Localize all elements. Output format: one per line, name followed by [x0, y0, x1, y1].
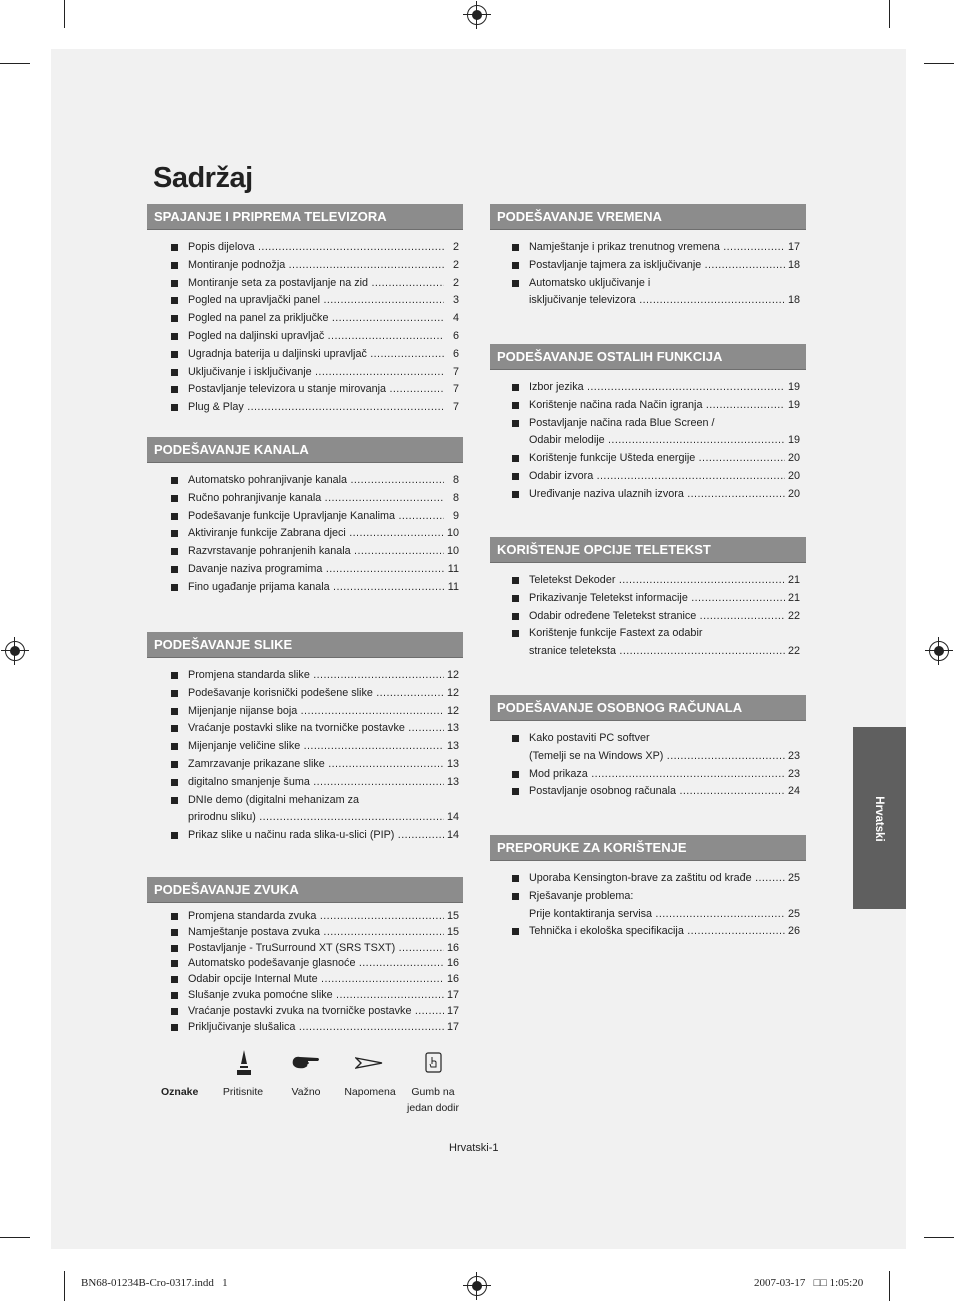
toc-item-page: 7 [452, 365, 459, 378]
registration-mark-icon [467, 5, 487, 25]
toc-item-page: 13 [446, 775, 459, 788]
toc-item-text: Mod prikaza ..... [529, 766, 785, 784]
toc-item [147, 525, 463, 543]
toc-item [490, 625, 806, 643]
toc-item [147, 257, 463, 275]
toc-item-text: Mijenjanje veličine slike ..... [188, 738, 444, 756]
toc-item-page: 12 [446, 669, 459, 681]
crop-mark [889, 1271, 890, 1301]
toc-item-page: 2 [452, 258, 459, 271]
toc-item-text: Aktiviranje funkcije Zabrana djeci ..... [188, 525, 444, 543]
registration-mark-icon [467, 1276, 487, 1296]
note-arrow-icon [355, 1057, 383, 1069]
bullet-square-icon [171, 929, 178, 936]
toc-section [147, 877, 463, 1035]
toc-item [490, 432, 806, 450]
toc-item [147, 328, 463, 346]
bullet-square-icon [171, 566, 178, 573]
toc-section [490, 695, 806, 801]
toc-item-page: 14 [446, 811, 459, 824]
bullet-square-icon [171, 584, 178, 591]
toc-item [147, 972, 463, 988]
toc-item [147, 381, 463, 399]
bullet-square-icon [171, 351, 178, 358]
toc-item-text: Odabir opcije Internal Mute ..... [188, 972, 444, 988]
toc-item-page: 17 [446, 1004, 459, 1017]
toc-item-text: Uređivanje naziva ulaznih izvora ..... [529, 486, 785, 504]
toc-item-page: 16 [446, 973, 459, 986]
crop-mark [0, 63, 30, 64]
toc-item-text: Uporaba Kensington-brave za zaštitu od krađe ..... [529, 870, 785, 888]
toc-item-page: 13 [446, 722, 459, 735]
toc-item [147, 399, 463, 417]
toc-item-text: digitalno smanjenje šuma ..... [188, 774, 444, 792]
bullet-square-icon [512, 630, 519, 637]
toc-item-text: Pogled na daljinski upravljač ..... [188, 328, 444, 346]
bullet-square-icon [512, 244, 519, 251]
important-hand-icon [291, 1054, 321, 1070]
toc-item [147, 292, 463, 310]
legend-note-label: Napomena [344, 1086, 396, 1098]
toc-list [147, 909, 463, 1035]
toc-item-text: (Temelji se na Windows XP) ..... [529, 748, 785, 766]
bullet-square-icon [512, 613, 519, 620]
bullet-square-icon [512, 384, 519, 391]
toc-item [147, 1020, 463, 1036]
bullet-square-icon [171, 369, 178, 376]
toc-item [490, 590, 806, 608]
toc-item-page: 24 [787, 785, 800, 798]
section-heading: PREPORUKE ZA KORIŠTENJE [490, 835, 806, 861]
language-side-tab [853, 727, 906, 909]
toc-item [147, 941, 463, 957]
toc-item-text: Korištenje funkcije Fastext za odabir [529, 627, 703, 640]
toc-item-text: Razvrstavanje pohranjenih kanala ..... [188, 543, 444, 561]
toc-item-text: Plug & Play ..... [188, 399, 444, 417]
toc-list [147, 239, 463, 417]
toc-item [147, 310, 463, 328]
section-heading: SPAJANJE I PRIPREMA TELEVIZORA [147, 204, 463, 230]
toc-item-page: 23 [787, 749, 800, 762]
toc-item [490, 870, 806, 888]
toc-item [490, 783, 806, 801]
legend-button-line1: Gumb na [411, 1086, 455, 1098]
toc-item [147, 685, 463, 703]
toc-item [490, 572, 806, 590]
toc-item-text: Slušanje zvuka pomoćne slike ..... [188, 988, 444, 1004]
crop-mark [924, 63, 954, 64]
section-heading: PODEŠAVANJE ZVUKA [147, 877, 463, 903]
toc-list [490, 239, 806, 310]
toc-item-text: Pogled na panel za priključke ..... [188, 310, 444, 328]
toc-item [147, 988, 463, 1004]
crop-mark [889, 0, 890, 28]
registration-mark-icon [5, 641, 25, 661]
toc-item-text: stranice teleteksta ..... [529, 643, 785, 661]
crop-mark [0, 1237, 30, 1238]
toc-item-text: Popis dijelova ..... [188, 239, 444, 257]
toc-item-page: 20 [787, 487, 800, 500]
toc-item [490, 748, 806, 766]
toc-item-text: Kako postaviti PC softver [529, 732, 650, 744]
page-number: Hrvatski-1 [449, 1142, 499, 1154]
toc-item [147, 579, 463, 597]
toc-item-text: Automatsko podešavanje glasnoće ..... [188, 956, 444, 972]
bullet-square-icon [171, 725, 178, 732]
toc-item-page: 21 [787, 591, 800, 604]
toc-item-text: Korištenje načina rada Način igranja ..... [529, 397, 785, 415]
bullet-square-icon [171, 244, 178, 251]
toc-item-text: Prikaz slike u načinu rada slika-u-slici (PIP) ..... [188, 827, 444, 845]
bullet-square-icon [171, 404, 178, 411]
toc-item-text: Izbor jezika ..... [529, 379, 785, 397]
toc-item-text: Rješavanje problema: [529, 889, 634, 902]
section-heading: KORIŠTENJE OPCIJE TELETEKST [490, 537, 806, 563]
legend-button-label [401, 1084, 465, 1116]
bullet-square-icon [512, 402, 519, 409]
toc-item-text: Podešavanje korisnički podešene slike ..... [188, 685, 444, 703]
toc-item-text: Postavljanje televizora u stanje mirovanja ..... [188, 381, 444, 399]
toc-item [490, 923, 806, 941]
toc-section [490, 204, 806, 310]
section-heading: PODEŠAVANJE OSOBNOG RAČUNALA [490, 695, 806, 721]
toc-item-page: 22 [787, 645, 800, 658]
toc-item-page: 17 [446, 988, 459, 1001]
toc-section [490, 835, 806, 941]
toc-item [490, 450, 806, 468]
bullet-square-icon [171, 513, 178, 520]
toc-item-page: 8 [452, 491, 459, 504]
footer-date: 2007-03-17 □□ 1:05:20 [754, 1277, 864, 1289]
toc-item-text: Ugradnja baterija u daljinski upravljač ..... [188, 346, 444, 364]
toc-item-text: Postavljanje tajmera za isključivanje ..... [529, 257, 785, 275]
toc-item-page: 8 [452, 474, 459, 486]
toc-item [147, 364, 463, 382]
toc-item [490, 906, 806, 924]
legend-title: Oznake [161, 1086, 199, 1098]
toc-item [147, 720, 463, 738]
toc-item-page: 17 [787, 241, 800, 253]
toc-item [490, 239, 806, 257]
bullet-square-icon [171, 386, 178, 393]
bullet-square-icon [171, 690, 178, 697]
toc-item-text: Postavljanje osobnog računala ..... [529, 783, 785, 801]
crop-mark [924, 1237, 954, 1238]
toc-item-page: 15 [446, 925, 459, 938]
toc-item [147, 667, 463, 685]
toc-item-text: Odabir izvora ..... [529, 468, 785, 486]
legend-important-label: Važno [291, 1086, 321, 1098]
bullet-square-icon [171, 743, 178, 750]
toc-section [147, 204, 463, 417]
toc-list [490, 730, 806, 801]
toc-item-text: Namještanje i prikaz trenutnog vremena ..... [529, 239, 785, 257]
toc-list [490, 572, 806, 661]
toc-item-page: 6 [452, 329, 459, 342]
footer-file: BN68-01234B-Cro-0317.indd 1 [81, 1277, 228, 1289]
toc-item-text: Uključivanje i isključivanje ..... [188, 364, 444, 382]
toc-item-text: Fino ugađanje prijama kanala ..... [188, 579, 444, 597]
toc-item [147, 346, 463, 364]
toc-item-page: 26 [787, 925, 800, 938]
toc-item-text: Teletekst Dekoder ..... [529, 572, 785, 590]
toc-item-page: 13 [446, 757, 459, 770]
toc-item-page: 7 [452, 383, 459, 396]
toc-item-text: Priključivanje slušalica ..... [188, 1020, 444, 1036]
toc-item-page: 20 [787, 452, 800, 465]
toc-item-page: 13 [446, 740, 459, 753]
toc-item [147, 1004, 463, 1020]
toc-item-page: 16 [446, 957, 459, 970]
toc-item-page: 23 [787, 767, 800, 780]
bullet-square-icon [171, 530, 178, 537]
toc-item [490, 730, 806, 748]
toc-item [147, 738, 463, 756]
toc-list [490, 379, 806, 504]
section-heading: PODEŠAVANJE VREMENA [490, 204, 806, 230]
side-tab-label: Hrvatski [873, 796, 885, 842]
toc-item-text: Automatsko pohranjivanje kanala ..... [188, 472, 444, 490]
legend-press-label: Pritisnite [222, 1086, 264, 1098]
toc-item-page: 11 [447, 580, 459, 593]
toc-item [147, 275, 463, 293]
toc-item-page: 17 [446, 1020, 459, 1033]
toc-item-page: 25 [787, 907, 800, 920]
toc-item [147, 756, 463, 774]
bullet-square-icon [512, 473, 519, 480]
toc-item-page: 19 [787, 398, 800, 411]
bullet-square-icon [171, 761, 178, 768]
bullet-square-icon [171, 280, 178, 287]
bullet-square-icon [512, 455, 519, 462]
toc-item-text: Korištenje funkcije Ušteda energije ..... [529, 450, 785, 468]
toc-item [490, 608, 806, 626]
bullet-square-icon [171, 315, 178, 322]
legend-button-line2: jedan dodir [407, 1102, 459, 1114]
toc-item [147, 239, 463, 257]
toc-list [147, 667, 463, 845]
toc-list [147, 472, 463, 597]
toc-item-text: Prije kontaktiranja servisa ..... [529, 906, 785, 924]
toc-item-page: 12 [446, 704, 459, 717]
crop-mark [64, 0, 65, 28]
bullet-square-icon [512, 595, 519, 602]
toc-item-text: Namještanje postava zvuka ..... [188, 925, 444, 941]
bullet-square-icon [171, 832, 178, 839]
toc-item-text: Postavljanje načina rada Blue Screen / [529, 416, 715, 429]
toc-item-page: 11 [447, 562, 459, 575]
toc-item-page: 4 [452, 312, 459, 325]
symbol-legend [155, 1044, 475, 1124]
toc-item-page: 10 [446, 545, 459, 558]
bullet-square-icon [171, 1008, 178, 1015]
bullet-square-icon [171, 797, 178, 804]
toc-item [147, 792, 463, 810]
toc-item [147, 909, 463, 925]
toc-item [490, 766, 806, 784]
toc-item-text: prirodnu sliku) ..... [188, 809, 444, 827]
bullet-square-icon [171, 297, 178, 304]
toc-item-text: Mijenjanje nijanse boja ..... [188, 703, 444, 721]
toc-item [147, 703, 463, 721]
bullet-square-icon [512, 735, 519, 742]
toc-item-text: Promjena standarda zvuka ..... [188, 909, 444, 925]
toc-item [147, 956, 463, 972]
crop-mark [64, 1271, 65, 1301]
toc-item-text: Podešavanje funkcije Upravljanje Kanalima ..... [188, 508, 444, 526]
toc-item [147, 472, 463, 490]
toc-item-text: DNIe demo (digitalni mehanizam za [188, 793, 360, 806]
toc-item-text: Montiranje seta za postavljanje na zid ..... [188, 275, 444, 293]
toc-item-text: Vraćanje postavki slike na tvorničke postavke ..... [188, 720, 444, 738]
bullet-square-icon [171, 960, 178, 967]
toc-item-page: 19 [787, 434, 800, 447]
toc-item-page: 21 [787, 574, 800, 586]
bullet-square-icon [512, 893, 519, 900]
toc-item-text: Montiranje podnožja ..... [188, 257, 444, 275]
toc-item-text: Postavljanje - TruSurround XT (SRS TSXT) ..... [188, 941, 444, 957]
bullet-square-icon [171, 992, 178, 999]
toc-item [490, 468, 806, 486]
toc-item-page: 15 [446, 910, 459, 922]
bullet-square-icon [512, 788, 519, 795]
toc-item-text: Pogled na upravljački panel ..... [188, 292, 444, 310]
toc-item-page: 12 [446, 686, 459, 699]
toc-item [490, 888, 806, 906]
toc-item [147, 561, 463, 579]
toc-item-page: 2 [452, 241, 459, 253]
toc-item [490, 257, 806, 275]
toc-item-text: Automatsko uključivanje i [529, 276, 651, 289]
bullet-square-icon [171, 672, 178, 679]
bullet-square-icon [512, 491, 519, 498]
toc-item-page: 16 [446, 941, 459, 954]
bullet-square-icon [171, 262, 178, 269]
toc-item [147, 774, 463, 792]
section-heading: PODEŠAVANJE KANALA [147, 437, 463, 463]
toc-item [147, 508, 463, 526]
toc-item-page: 19 [787, 381, 800, 393]
bullet-square-icon [512, 280, 519, 287]
toc-item-text: Davanje naziva programima ..... [188, 561, 444, 579]
page-title: Sadržaj [153, 162, 253, 194]
toc-item-text: Zamrzavanje prikazane slike ..... [188, 756, 444, 774]
toc-item-page: 18 [787, 294, 800, 307]
toc-item [147, 543, 463, 561]
toc-item [490, 379, 806, 397]
toc-item-text: Odabir određene Teletekst stranice ..... [529, 608, 785, 626]
toc-item [490, 397, 806, 415]
toc-item-page: 9 [452, 509, 459, 522]
toc-item [147, 925, 463, 941]
toc-item-page: 10 [446, 527, 459, 540]
toc-item-page: 25 [787, 872, 800, 884]
toc-item-text: Odabir melodije ..... [529, 432, 785, 450]
bullet-square-icon [171, 708, 178, 715]
toc-item-page: 14 [446, 829, 459, 842]
toc-section [490, 537, 806, 661]
toc-section [147, 632, 463, 845]
toc-item-text: isključivanje televizora ..... [529, 292, 785, 310]
toc-item [490, 643, 806, 661]
toc-item-page: 6 [452, 347, 459, 360]
bullet-square-icon [171, 495, 178, 502]
one-touch-button-icon [425, 1052, 442, 1073]
press-icon [235, 1048, 253, 1076]
bullet-square-icon [512, 420, 519, 427]
toc-item [147, 809, 463, 827]
toc-item-text: Prikazivanje Teletekst informacije ..... [529, 590, 785, 608]
toc-item-text: Tehnička i ekološka specifikacija ..... [529, 923, 785, 941]
toc-item [147, 827, 463, 845]
section-heading: PODEŠAVANJE SLIKE [147, 632, 463, 658]
bullet-square-icon [171, 1024, 178, 1031]
bullet-square-icon [512, 928, 519, 935]
bullet-square-icon [171, 333, 178, 340]
bullet-square-icon [512, 771, 519, 778]
toc-item [490, 275, 806, 293]
bullet-square-icon [171, 477, 178, 484]
toc-item-text: Ručno pohranjivanje kanala ..... [188, 490, 444, 508]
toc-item-text: Vraćanje postavki zvuka na tvorničke postavke ..... [188, 1004, 444, 1020]
toc-item-page: 20 [787, 469, 800, 482]
toc-item-page: 7 [452, 401, 459, 414]
bullet-square-icon [171, 779, 178, 786]
bullet-square-icon [171, 976, 178, 983]
bullet-square-icon [171, 548, 178, 555]
bullet-square-icon [512, 262, 519, 269]
bullet-square-icon [512, 577, 519, 584]
toc-item [147, 490, 463, 508]
toc-section [147, 437, 463, 597]
bullet-square-icon [171, 913, 178, 920]
bullet-square-icon [512, 875, 519, 882]
toc-item-page: 18 [787, 258, 800, 271]
toc-item [490, 486, 806, 504]
toc-item [490, 415, 806, 433]
toc-item-text: Promjena standarda slike ..... [188, 667, 444, 685]
toc-item-page: 22 [787, 609, 800, 622]
toc-item [490, 292, 806, 310]
toc-list [490, 870, 806, 941]
section-heading: PODEŠAVANJE OSTALIH FUNKCIJA [490, 344, 806, 370]
registration-mark-icon [929, 641, 949, 661]
toc-item-page: 2 [452, 276, 459, 289]
bullet-square-icon [171, 945, 178, 952]
toc-item-page: 3 [452, 294, 459, 307]
toc-section [490, 344, 806, 504]
